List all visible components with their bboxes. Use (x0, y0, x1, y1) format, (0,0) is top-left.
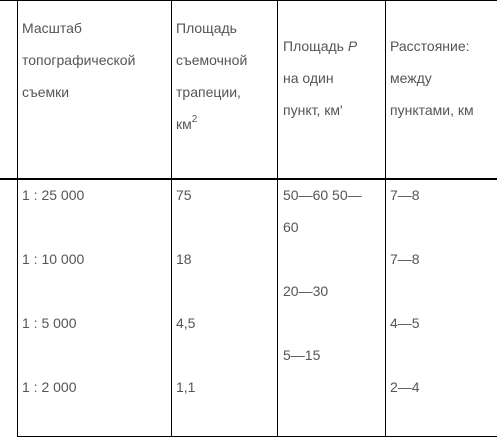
header-area (176, 12, 247, 140)
header-point-area-prefix: Площадь (283, 38, 348, 54)
header-distance-line-1: Расстояние: (390, 38, 470, 54)
header-distance (390, 30, 474, 126)
header-point-area (283, 30, 357, 126)
header-area-line-1: Площадь (176, 20, 237, 36)
cell-area-row-1: 75 (176, 187, 192, 203)
cell-distance-row-2: 7—8 (390, 251, 420, 267)
cell-distance-row-1: 7—8 (390, 187, 420, 203)
header-point-area-line-1 (283, 30, 357, 62)
cell-scale-row-4: 1 : 2 000 (22, 379, 77, 395)
cell-distance-row-4: 2—4 (390, 379, 420, 395)
header-distance-line-2: между (390, 70, 432, 86)
cell-point-area-line-2: 60 (283, 219, 299, 235)
cell-scale-row-3: 1 : 5 000 (22, 315, 77, 331)
header-distance-line-3: пунктами, км (390, 102, 474, 118)
table-border-top (0, 0, 497, 1)
table-border-col4 (385, 0, 386, 437)
cell-area-row-4: 1,1 (176, 379, 196, 395)
cell-scale-row-1: 1 : 25 000 (22, 187, 85, 203)
cell-point-area-line-1: 50—60 50— (283, 187, 362, 203)
header-scale-line-2: топографической (22, 52, 136, 68)
cell-area-row-2: 18 (176, 251, 192, 267)
cell-scale-row-2: 1 : 10 000 (22, 251, 85, 267)
header-area-line-2: съемочной (176, 52, 248, 68)
header-point-area-variable: Р (347, 38, 358, 54)
table-border-left (17, 0, 18, 437)
table-border-bottom (17, 436, 497, 437)
header-scale-line-3: съемки (22, 84, 70, 100)
table-border-col3 (277, 0, 278, 437)
cell-distance-row-3: 4—5 (390, 315, 420, 331)
header-point-area-line-2: на один (283, 70, 334, 86)
cell-point-area-line-3: 20—30 (283, 283, 329, 299)
header-area-unit-exponent: 2 (191, 114, 198, 126)
header-area-line-3: трапеции, (176, 84, 241, 100)
header-scale (22, 12, 135, 108)
cell-point-area-line-4: 5—15 (283, 347, 321, 363)
header-area-line-4 (176, 108, 247, 140)
header-point-area-line-3: пункт, км' (283, 102, 343, 118)
cell-area-row-3: 4,5 (176, 315, 196, 331)
header-area-unit: км (176, 116, 192, 132)
header-scale-line-1: Масштаб (22, 20, 82, 36)
table-border-col2 (171, 0, 172, 437)
